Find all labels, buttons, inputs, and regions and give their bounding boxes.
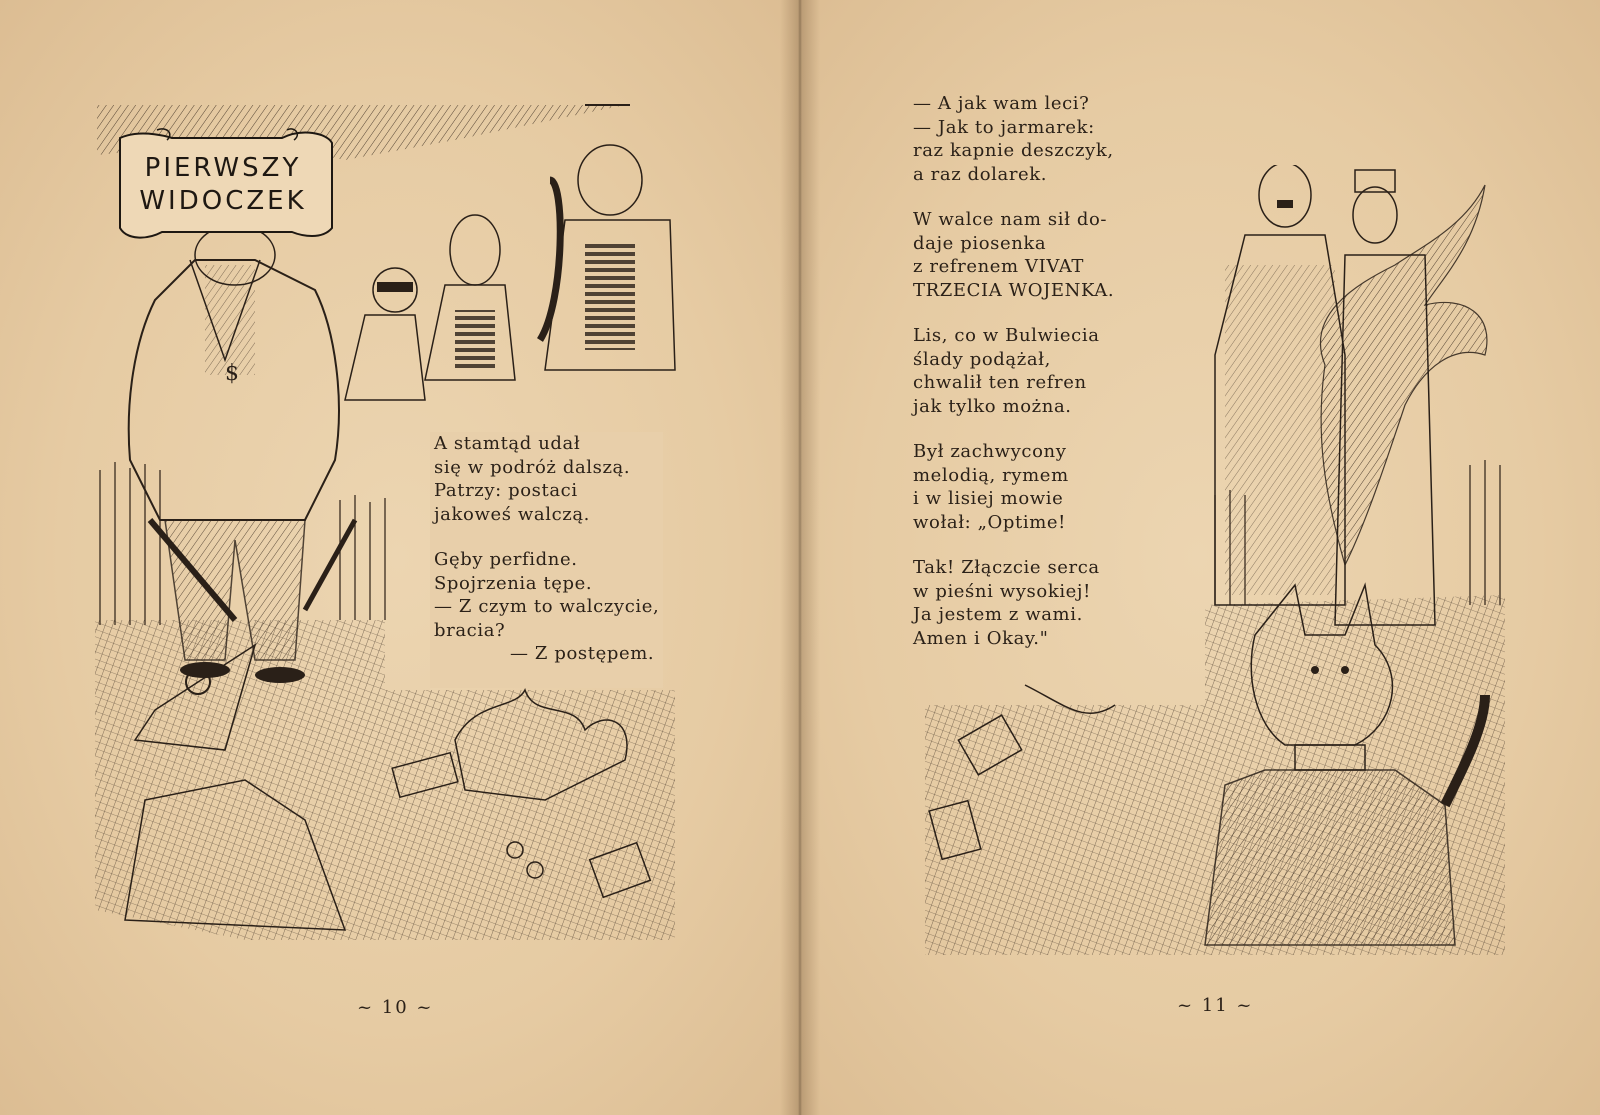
verse-stanza [913,92,1114,186]
chapter-title-line2: WIDOCZEK [139,186,307,216]
verse-line: — A jak wam leci? [913,93,1090,114]
verse-stanza [913,440,1114,534]
right-page [797,0,1600,1115]
left-verse [430,432,663,688]
verse-line: Tak! Złączcie serca [913,557,1100,578]
verse-stanza [913,324,1114,418]
verse-line: a raz dolarek. [913,163,1048,185]
verse-line: W walce nam sił do- [913,209,1108,230]
verse-line: Amen i Okay." [913,627,1049,649]
verse-line: — Z postępem. [510,643,655,664]
verse-line: jak tylko można. [913,395,1072,417]
verse-stanza [913,556,1114,650]
verse-line: — Z czym to walczycie, [434,596,660,617]
page-number-right: ~ 11 ~ [1177,995,1254,1016]
page-number-left: ~ 10 ~ [357,997,434,1018]
verse-line: chwalił ten refren [913,372,1087,393]
verse-line: TRZECIA WOJENKA. [913,279,1115,301]
left-page [0,0,797,1115]
verse-line: Był zachwycony [913,441,1067,462]
verse-line: ślady podążał, [913,348,1051,370]
verse-line: A stamtąd udał [434,433,581,454]
chapter-title-line1: PIERWSZY [144,153,302,183]
verse-line: z refrenem VIVAT [913,256,1084,277]
svg-text:$: $ [225,361,239,386]
verse-line: i w lisiej mowie [913,488,1064,509]
verse-line: Gęby perfidne. [434,549,578,570]
verse-line: Patrzy: postaci [434,480,578,501]
right-verse [913,92,1114,672]
verse-line: Spojrzenia tępe. [434,572,593,594]
verse-line: — Jak to jarmarek: [913,116,1095,138]
verse-stanza [913,208,1114,302]
book-gutter [780,0,820,1115]
verse-line: się w podróż dalszą. [434,456,631,478]
verse-line: bracia? [434,619,506,641]
verse-line: Lis, co w Bulwiecia [913,325,1100,346]
verse-line: daje piosenka [913,232,1047,254]
verse-stanza [434,432,659,526]
verse-line: wołał: „Optime! [913,511,1066,533]
verse-line: raz kapnie deszczyk, [913,140,1114,161]
verse-line: melodią, rymem [913,464,1069,486]
verse-stanza [434,548,659,666]
verse-line: jakoweś walczą. [434,503,590,525]
verse-line: w pieśni wysokiej! [913,580,1091,602]
verse-line: Ja jestem z wami. [913,604,1083,625]
